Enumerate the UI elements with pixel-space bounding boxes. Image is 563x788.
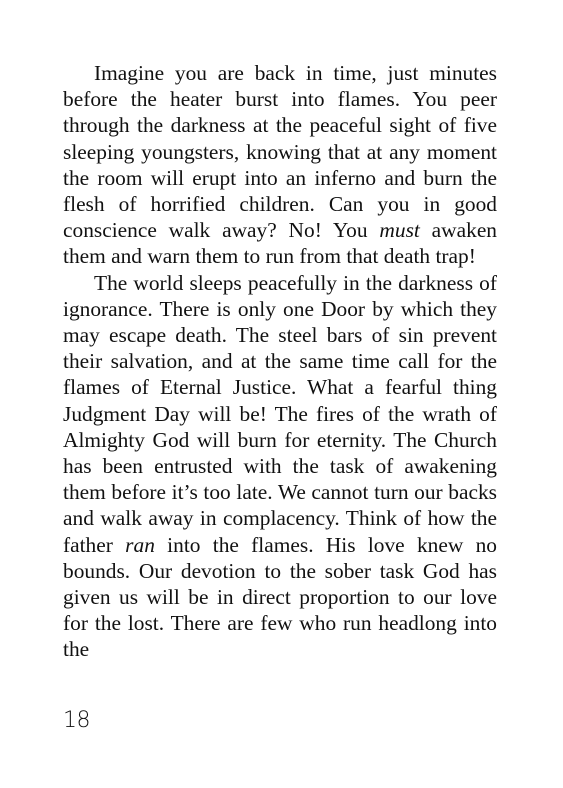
paragraph-2-text-start: The world sleeps peacefully in the darkness of ignorance. There is only one Door by which they may escape death. The steel bars of sin prevent their salvation, and at the same time call for the flames of Eternal Justice. What a fearful thing Judgment Day will be! The fires of the wrath of Almighty God will burn for eternity. The Church has been entrusted with the task of awakening them before it’s too late. We cannot turn our backs and walk away in complacency. Think of how the father — [63, 270, 497, 557]
paragraph-2-emphasis: ran — [125, 532, 155, 557]
paragraph-1-text-end: awaken them and warn them to run from that death trap! — [63, 218, 498, 269]
paragraph-1-text-start: Imagine you are back in time, just minutes before the heater burst into flames. You peer through the darkness at the peaceful sight of five sleeping youngsters, knowing that at any moment the room will erupt into an inferno and burn the flesh of horrified children. Can you in good conscience walk away? No! You — [63, 61, 497, 243]
paragraph-2 — [63, 270, 497, 663]
paragraph-2-text-end: into the flames. His love knew no bounds. Our devotion to the sober task God has given us will be in direct proportion to our love for the lost. There are few who run headlong into the — [63, 532, 497, 662]
body-text — [63, 60, 497, 663]
paragraph-1 — [63, 60, 497, 270]
paragraph-1-emphasis: must — [379, 218, 420, 243]
page-number: 18 — [63, 708, 90, 733]
